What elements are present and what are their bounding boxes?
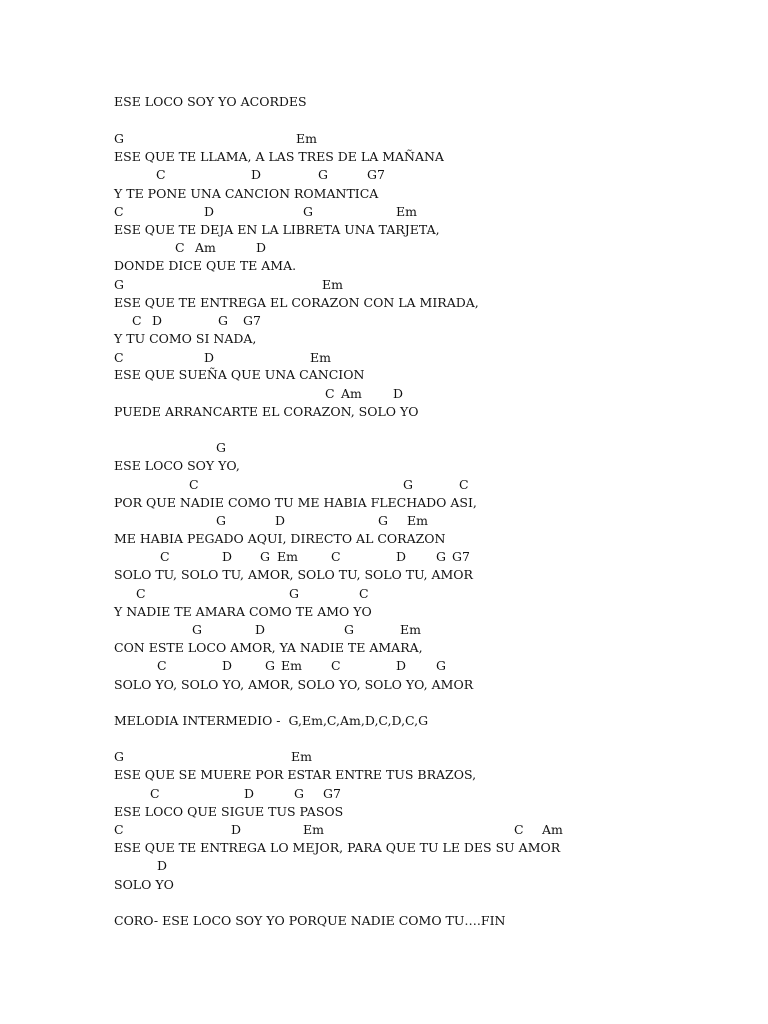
lyric-line: [0, 457, 768, 475]
chord-label: D: [256, 240, 267, 255]
lyric-line: [0, 603, 768, 621]
lyric-text: ESE QUE TE LLAMA, A LAS TRES DE LA MAÑANA: [114, 149, 444, 164]
chord-label: D: [275, 513, 286, 528]
lyric-line: [0, 185, 768, 203]
lyric-text: Y TE PONE UNA CANCION ROMANTICA: [114, 186, 379, 201]
lyric-text: CON ESTE LOCO AMOR, YA NADIE TE AMARA,: [114, 640, 423, 655]
chord-label: Em: [277, 549, 298, 564]
chord-label: C: [114, 204, 124, 219]
lyric-line: [0, 257, 768, 275]
chord-label: C: [114, 822, 124, 837]
lyric-line: [0, 403, 768, 421]
chord-line: [0, 166, 768, 184]
chord-label: Am: [542, 822, 563, 837]
lyric-text: ESE QUE TE DEJA EN LA LIBRETA UNA TARJETA,: [114, 222, 440, 237]
lyric-text: ESE LOCO SOY YO,: [114, 458, 240, 473]
lyric-text: ESE LOCO QUE SIGUE TUS PASOS: [114, 804, 344, 819]
chord-line: [0, 203, 768, 221]
lyric-line: [0, 221, 768, 239]
chord-label: G: [216, 513, 226, 528]
chord-label: D: [204, 350, 215, 365]
chord-label: G7: [367, 167, 385, 182]
chord-label: C: [189, 477, 199, 492]
chord-label: D: [222, 549, 233, 564]
chord-label: C: [136, 586, 146, 601]
chord-label: C: [157, 658, 167, 673]
lyric-text: ME HABIA PEGADO AQUI, DIRECTO AL CORAZON: [114, 531, 446, 546]
chord-label: D: [222, 658, 233, 673]
chord-label: G7: [323, 786, 341, 801]
chord-line: [0, 130, 768, 148]
chord-label: C: [459, 477, 469, 492]
chord-label: C: [359, 586, 369, 601]
chord-line: [0, 621, 768, 639]
chord-label: G: [378, 513, 388, 528]
chord-label: C: [331, 658, 341, 673]
chord-label: D: [231, 822, 242, 837]
chord-label: C: [514, 822, 524, 837]
chord-label: D: [244, 786, 255, 801]
lyric-text: ESE QUE SUEÑA QUE UNA CANCION: [114, 367, 365, 382]
chord-label: D: [393, 386, 404, 401]
lyric-line: [0, 912, 768, 930]
chord-label: Am: [195, 240, 216, 255]
chord-label: G: [260, 549, 270, 564]
chord-label: D: [251, 167, 262, 182]
chord-line: [0, 585, 768, 603]
lyric-line: [0, 803, 768, 821]
chord-label: D: [396, 549, 407, 564]
chord-label: D: [255, 622, 266, 637]
chord-label: C: [325, 386, 335, 401]
chord-line: [0, 657, 768, 675]
chord-label: G: [436, 658, 446, 673]
chord-line: [0, 512, 768, 530]
chord-label: G: [114, 277, 124, 292]
lyric-line: [0, 639, 768, 657]
chord-line: [0, 349, 768, 367]
lyric-text: ESE QUE SE MUERE POR ESTAR ENTRE TUS BRAZOS,: [114, 767, 477, 782]
chord-label: Em: [296, 131, 317, 146]
chord-label: G: [303, 204, 313, 219]
chord-label: G7: [452, 549, 470, 564]
lyric-line: [0, 839, 768, 857]
chord-label: G: [192, 622, 202, 637]
lyric-text: Y TU COMO SI NADA,: [114, 331, 257, 346]
lyric-text: SOLO YO, SOLO YO, AMOR, SOLO YO, SOLO YO, AMOR: [114, 677, 474, 692]
chord-label: D: [157, 858, 168, 873]
chord-label: Em: [281, 658, 302, 673]
lyric-text: MELODIA INTERMEDIO - G,Em,C,Am,D,C,D,C,G: [114, 713, 429, 728]
chord-label: Am: [341, 386, 362, 401]
lyric-line: [0, 294, 768, 312]
chord-label: Em: [303, 822, 324, 837]
chord-line: [0, 785, 768, 803]
chord-line: [0, 239, 768, 257]
chord-label: G: [436, 549, 446, 564]
chord-line: [0, 857, 768, 875]
lyric-text: SOLO YO: [114, 877, 174, 892]
chord-line: [0, 476, 768, 494]
lyric-text: DONDE DICE QUE TE AMA.: [114, 258, 297, 273]
chord-label: G: [218, 313, 228, 328]
chord-line: [0, 548, 768, 566]
chord-label: Em: [407, 513, 428, 528]
chord-label: G: [318, 167, 328, 182]
chord-label: G: [114, 131, 124, 146]
chord-label: G: [403, 477, 413, 492]
chord-label: Em: [396, 204, 417, 219]
lyric-line: [0, 766, 768, 784]
lyric-line: [0, 712, 768, 730]
chord-label: C: [175, 240, 185, 255]
chord-label: Em: [400, 622, 421, 637]
lyric-line: [0, 330, 768, 348]
document-title: ESE LOCO SOY YO ACORDES: [114, 94, 307, 109]
chord-label: C: [150, 786, 160, 801]
chord-label: G: [289, 586, 299, 601]
lyric-line: [0, 676, 768, 694]
chord-label: D: [152, 313, 163, 328]
lyric-text: SOLO TU, SOLO TU, AMOR, SOLO TU, SOLO TU, AMOR: [114, 567, 473, 582]
chord-label: G: [114, 749, 124, 764]
lyric-line: [0, 530, 768, 548]
lyric-line: [0, 494, 768, 512]
chord-label: Em: [291, 749, 312, 764]
lyric-text: ESE QUE TE ENTREGA LO MEJOR, PARA QUE TU LE DES SU AMOR: [114, 840, 561, 855]
lyric-text: Y NADIE TE AMARA COMO TE AMO YO: [114, 604, 372, 619]
chord-label: C: [331, 549, 341, 564]
chord-label: G7: [243, 313, 261, 328]
lyric-line: [0, 876, 768, 894]
chord-line: [0, 439, 768, 457]
chord-line: [0, 312, 768, 330]
chord-label: G: [216, 440, 226, 455]
chord-label: G: [265, 658, 275, 673]
chord-label: Em: [310, 350, 331, 365]
chord-label: C: [132, 313, 142, 328]
lyric-line: [0, 566, 768, 584]
lyric-line: [0, 148, 768, 166]
chord-label: D: [396, 658, 407, 673]
chord-line: [0, 821, 768, 839]
chord-label: C: [114, 350, 124, 365]
lyric-text: CORO- ESE LOCO SOY YO PORQUE NADIE COMO TU….FIN: [114, 913, 506, 928]
chord-label: C: [156, 167, 166, 182]
chord-label: G: [294, 786, 304, 801]
lyric-line: [0, 366, 768, 384]
chord-line: [0, 385, 768, 403]
chord-label: G: [344, 622, 354, 637]
lyric-text: PUEDE ARRANCARTE EL CORAZON, SOLO YO: [114, 404, 419, 419]
chord-line: [0, 748, 768, 766]
chord-label: D: [204, 204, 215, 219]
chord-label: C: [160, 549, 170, 564]
lyric-text: POR QUE NADIE COMO TU ME HABIA FLECHADO ASI,: [114, 495, 477, 510]
lyric-text: ESE QUE TE ENTREGA EL CORAZON CON LA MIRADA,: [114, 295, 479, 310]
chord-label: Em: [322, 277, 343, 292]
chord-line: [0, 276, 768, 294]
